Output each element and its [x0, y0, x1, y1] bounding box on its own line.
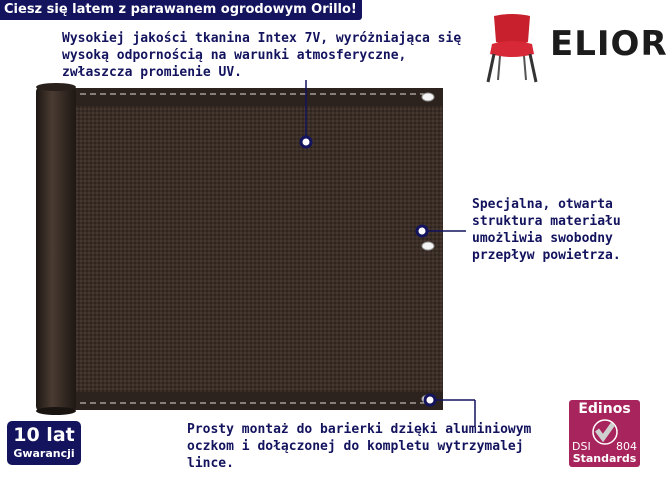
page-title: Ciesz się latem z parawanem ogrodowym Orillo! — [0, 0, 362, 20]
certificate-badge — [569, 400, 640, 467]
warranty-label: Gwarancji — [13, 447, 75, 460]
fabric-roll — [36, 86, 76, 412]
brand-logo: ELIOR — [550, 24, 668, 64]
callout-fabric-line-3: zwłaszcza promienie UV. — [62, 65, 243, 80]
certificate-title: Edinos — [578, 401, 631, 417]
certificate-dsi: DSI — [572, 440, 591, 453]
certificate-standards: Standards — [572, 452, 637, 465]
certificate-number: 804 — [616, 440, 637, 453]
callout-structure-line-1: Specjalna, otwarta — [472, 197, 613, 212]
callout-fabric-line-2: wysoką odpornością na warunki atmosferyczne, — [62, 48, 407, 63]
callout-mounting — [187, 421, 531, 472]
callout-mounting-line-2: oczkom i dołączonej do kompletu wytrzymalej — [187, 439, 524, 454]
callout-mounting-line-3: lince. — [187, 456, 234, 471]
marker-mounting — [425, 395, 435, 405]
marker-structure — [417, 226, 427, 236]
callout-fabric-line-1: Wysokiej jakości tkanina Intex 7V, wyróżniająca się — [62, 31, 462, 46]
fabric-sheet — [58, 88, 443, 410]
warranty-badge — [7, 421, 81, 465]
grommet-middle — [422, 242, 434, 250]
callout-fabric — [62, 30, 461, 81]
grommet-top — [422, 93, 434, 101]
callout-mounting-line-1: Prosty montaż do barierki dzięki aluminiowym — [187, 422, 532, 437]
callout-structure — [472, 196, 621, 264]
warranty-years: 10 lat — [13, 424, 75, 446]
callout-structure-line-2: struktura materiału — [472, 214, 621, 229]
marker-fabric — [301, 137, 311, 147]
callout-structure-line-3: umożliwia swobodny — [472, 231, 613, 246]
callout-structure-line-4: przepływ powietrza. — [472, 248, 621, 263]
